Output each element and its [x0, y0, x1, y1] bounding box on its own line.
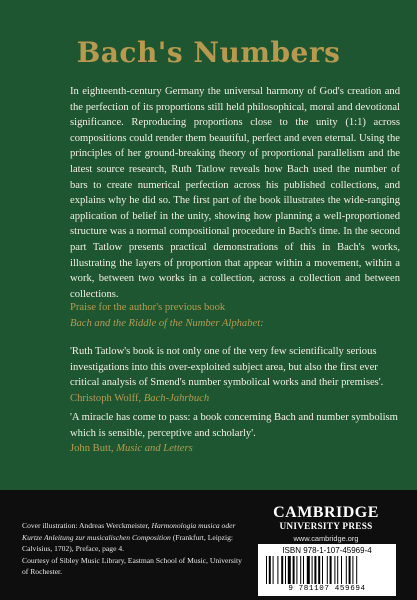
previous-book-title: Bach and the Riddle of the Number Alphabet:: [70, 317, 264, 329]
publisher-name: CAMBRIDGE: [273, 504, 379, 521]
quote-source: Bach-Jahrbuch: [143, 392, 210, 404]
publisher-logo: [256, 504, 396, 532]
quote-text: 'Ruth Tatlow's book is not only one of the very few scientifically serious investigations into this over-exploited subject area, but also the first ever critical analysis of Smend's number symbolical works and their premises'.: [70, 346, 384, 389]
publisher-subname: UNIVERSITY PRESS: [279, 521, 373, 531]
review-quote: [70, 410, 400, 457]
book-title: Bach's Numbers: [76, 36, 341, 69]
credit-label: Cover illustration: Andreas Werckmeister,: [22, 521, 150, 530]
book-blurb: In eighteenth-century Germany the universal harmony of God's creation and the perfection of its proportions still held philosophical, moral and devotional significance. Reproducing proportions close to the unity (1:1) across compositions could render them beautiful, perfect and even eternal. Using the principles of her ground-breaking theory of proportional parallelism and the latest source research, Ruth Tatlow reveals how Bach used the number of bars to create numerical perfection across his published collections, and explains why he did so. The first part of the book illustrates the wide-ranging application of belief in the unity, showing how planning a well-proportioned structure was a normal compositional procedure in Bach's time. In the second part Tatlow presents practical demonstrations of this in Bach's works, illustrating the layers of proportion that appear within a movement, within a work, between two works in a collection, across a collection and between collections.: [70, 86, 400, 300]
praise-intro: Praise for the author's previous book: [70, 302, 226, 313]
barcode-icon: [266, 556, 388, 586]
barcode-digits: 9 781107 459694: [288, 585, 366, 593]
isbn-label: ISBN 978-1-107-45969-4: [282, 546, 372, 555]
credit-publication: (Frankfurt, Leipzig: Calvisius, 1702), Preface, page 4.: [22, 532, 234, 554]
quote-attribution: [70, 443, 193, 454]
quote-author: Christoph Wolff,: [70, 392, 142, 404]
barcode-panel: [258, 544, 396, 596]
credit-courtesy: Courtesy of Sibley Music Library, Eastman School of Music, University of Rochester.: [22, 555, 242, 577]
cover-illustration-credit: [22, 520, 242, 578]
quote-source: Music and Letters: [116, 443, 193, 455]
cover-footer: [0, 490, 417, 600]
publisher-url: www.cambridge.org: [293, 534, 359, 543]
quote-attribution: [70, 393, 209, 404]
quote-text: 'A miracle has come to pass: a book concerning Bach and number symbolism which is sensible, perceptive and scholarly'.: [70, 412, 398, 439]
review-quote: [70, 344, 400, 406]
praise-heading: [70, 300, 400, 331]
credit-title: Harmonologia musica oder Kurtze Anleitung zur musicalischen Composition: [22, 521, 236, 542]
quote-author: John Butt,: [70, 443, 114, 455]
